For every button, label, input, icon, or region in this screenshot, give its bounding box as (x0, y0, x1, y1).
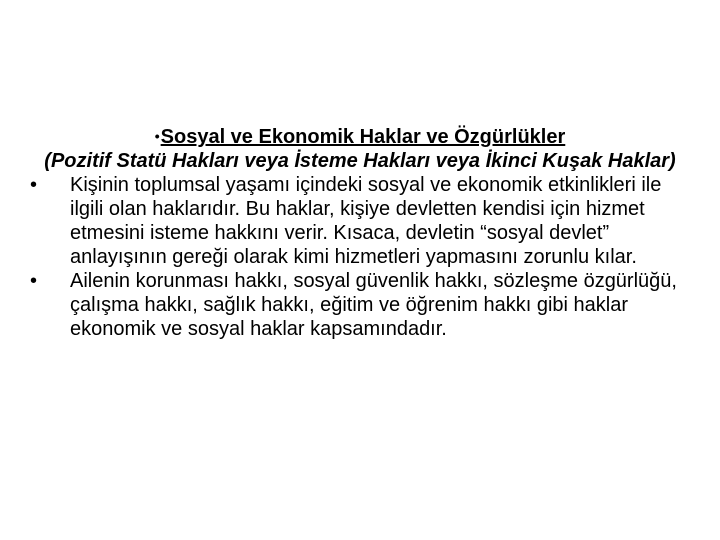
heading-subtitle: (Pozitif Statü Hakları veya İsteme Hakları veya İkinci Kuşak Haklar) (44, 150, 676, 172)
bullet-list (28, 173, 692, 341)
heading-bullet-icon: • (154, 128, 160, 144)
bullet-text: Ailenin korunması hakkı, sosyal güvenlik hakkı, sözleşme özgürlüğü, çalışma hakkı, sağlık hakkı, eğitim ve öğrenim hakkı gibi haklar ekonomik ve sosyal haklar kapsamındadır. (70, 270, 677, 340)
bullet-item (28, 173, 692, 269)
slide-heading (28, 124, 692, 149)
bullet-item (28, 269, 692, 341)
bullet-text: Kişinin toplumsal yaşamı içindeki sosyal ve ekonomik etkinlikleri ile ilgili olan haklarıdır. Bu haklar, kişiye devletten kendisi için hizmet etmesini isteme hakkını verir. Kısaca, devletin “sosyal devlet” anlayışının gereği olarak kimi hizmetleri yapmasını zorunlu kılar. (70, 174, 662, 268)
heading-title: Sosyal ve Ekonomik Haklar ve Özgürlükler (160, 126, 566, 148)
slide-content (28, 124, 692, 341)
bullet-icon: • (30, 270, 38, 292)
bullet-icon: • (30, 174, 38, 196)
